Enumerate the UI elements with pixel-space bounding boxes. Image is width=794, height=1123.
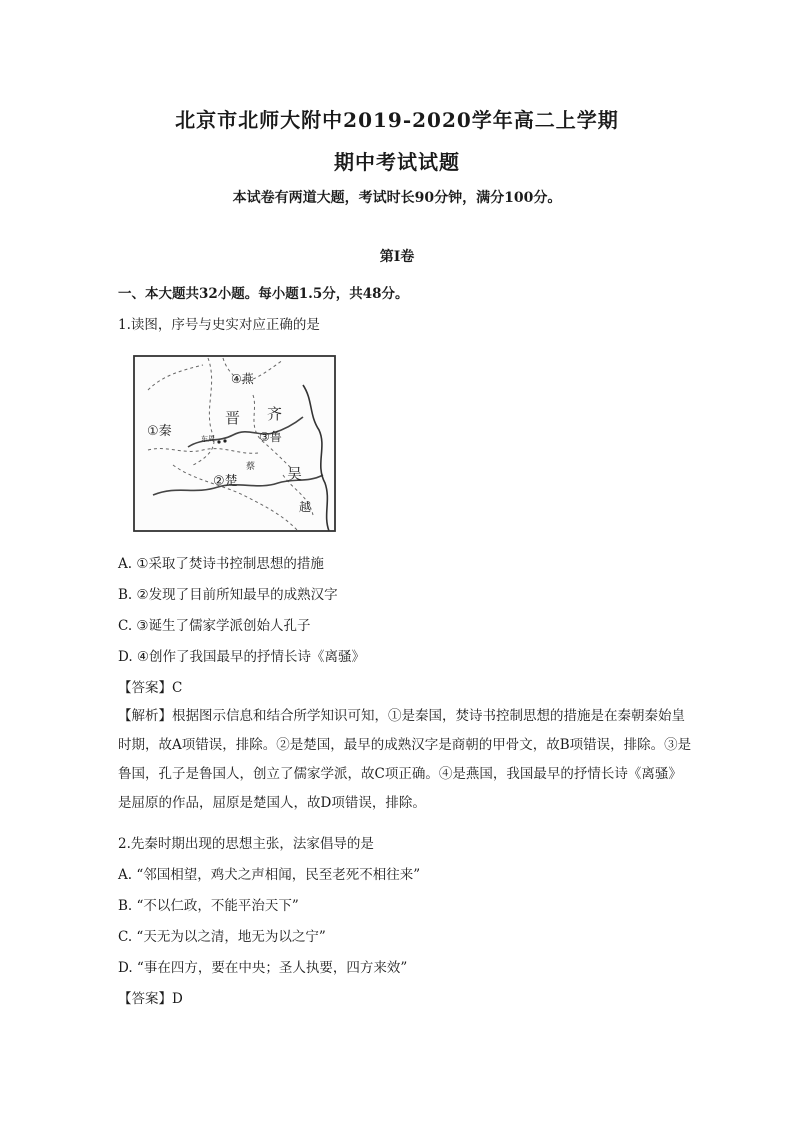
label-qi: 齐 — [267, 405, 283, 423]
exam-title-line1: 北京市北师大附中2019-2020学年高二上学期 — [175, 108, 619, 132]
map-figure — [133, 355, 336, 532]
q1-option-c: C. ③诞生了儒家学派创始人孔子 — [118, 618, 311, 634]
q1-option-b: B. ②发现了目前所知最早的成熟汉字 — [118, 587, 338, 603]
label-jin: 晋 — [225, 409, 241, 427]
q2-option-a: A. “邻国相望，鸡犬之声相闻，民至老死不相往来” — [118, 867, 421, 883]
label-cai: 蔡 — [246, 462, 256, 472]
exam-note: 本试卷有两道大题，考试时长90分钟，满分100分。 — [232, 190, 562, 206]
q1-analysis: 【解析】根据图示信息和结合所学知识可知，①是秦国，焚诗书控制思想的措施是在秦朝秦始皇时期，故A项错误，排除。②是楚国，最早的成熟汉字是商朝的甲骨文，故B项错误，排除。③是鲁国，孔子是鲁国人，创立了儒家学派，故C项正确。④是燕国，我国最早的抒情长诗《离骚》是屈原的作品，屈原是楚国人，故D项错误，排除。 — [118, 708, 692, 811]
q2-option-d: D. “事在四方，要在中央；圣人执要，四方来效” — [118, 960, 408, 976]
q1-option-d: D. ④创作了我国最早的抒情长诗《离骚》 — [118, 649, 366, 665]
q2-option-b: B. “不以仁政，不能平治天下” — [118, 898, 299, 914]
capital-marker — [223, 439, 226, 442]
label-chu: ②楚 — [213, 474, 238, 489]
label-yue: 越 — [299, 500, 312, 514]
exam-title-line2: 期中考试试题 — [334, 150, 460, 174]
label-lu: ③鲁 — [259, 430, 282, 444]
question-1-stem: 1.读图，序号与史实对应正确的是 — [118, 317, 320, 333]
label-wu: 吴 — [287, 465, 303, 483]
label-yan: ④燕 — [231, 372, 254, 386]
section-heading: 一、本大题共32小题。每小题1.5分，共48分。 — [118, 286, 409, 302]
q2-answer: 【答案】D — [118, 991, 183, 1007]
q1-answer: 【答案】C — [118, 680, 183, 696]
volume-label: 第Ⅰ卷 — [379, 249, 415, 265]
label-zhou: 东周 — [201, 435, 215, 443]
capital-marker — [217, 440, 220, 443]
label-qin: ①秦 — [147, 424, 172, 439]
q2-option-c: C. “天无为以之清，地无为以之宁” — [118, 929, 326, 945]
q1-option-a: A. ①采取了焚诗书控制思想的措施 — [118, 556, 324, 572]
question-2-stem: 2.先秦时期出现的思想主张，法家倡导的是 — [118, 836, 374, 852]
